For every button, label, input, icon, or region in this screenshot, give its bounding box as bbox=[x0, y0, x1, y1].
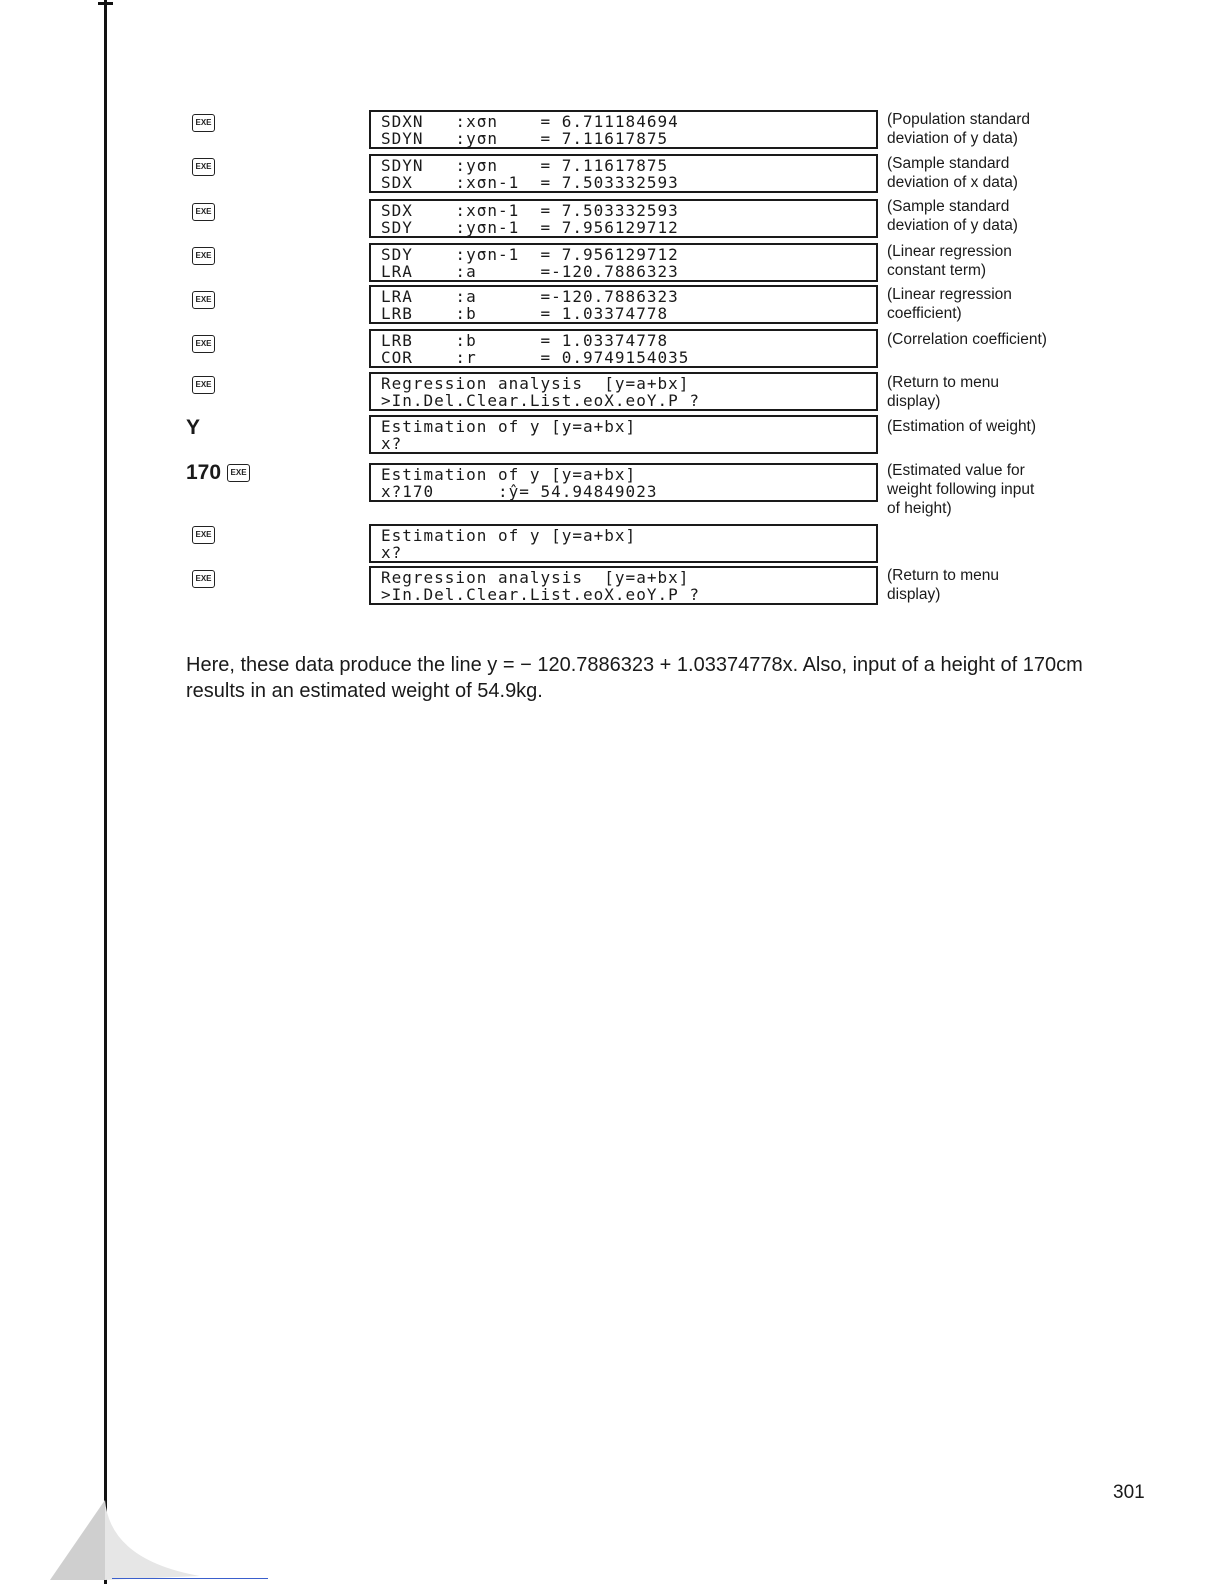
exe-key-icon[interactable]: EXE bbox=[192, 570, 215, 588]
key-cell bbox=[186, 247, 215, 265]
step-note bbox=[887, 330, 1087, 349]
note-line: (Linear regression bbox=[887, 243, 1012, 260]
note-line: of height) bbox=[887, 500, 952, 517]
note-line: deviation of y data) bbox=[887, 130, 1018, 147]
display-line: SDX :xσn-1 = 7.503332593 bbox=[381, 201, 679, 220]
calculator-display bbox=[369, 329, 878, 368]
step-note bbox=[887, 110, 1087, 148]
note-line: (Population standard bbox=[887, 111, 1031, 128]
display-line: SDXN :xσn = 6.711184694 bbox=[381, 112, 679, 131]
display-line: COR :r = 0.9749154035 bbox=[381, 348, 690, 367]
note-line: deviation of x data) bbox=[887, 174, 1018, 191]
key-cell bbox=[186, 376, 215, 394]
display-line: Estimation of y [y=a+bx] bbox=[381, 465, 637, 484]
calculator-display bbox=[369, 285, 878, 324]
display-line: LRA :a =-120.7886323 bbox=[381, 262, 679, 281]
step-note bbox=[887, 461, 1087, 518]
display-line: SDYN :yσn = 7.11617875 bbox=[381, 156, 669, 175]
note-line: deviation of y data) bbox=[887, 217, 1018, 234]
display-line: Estimation of y [y=a+bx] bbox=[381, 417, 637, 436]
step-note bbox=[887, 285, 1087, 323]
display-line: LRB :b = 1.03374778 bbox=[381, 331, 669, 350]
exe-key-icon[interactable]: EXE bbox=[192, 203, 215, 221]
bottom-rule bbox=[112, 1578, 268, 1579]
key-cell bbox=[186, 570, 215, 588]
display-line: SDY :yσn-1 = 7.956129712 bbox=[381, 245, 679, 264]
exe-key-icon[interactable]: EXE bbox=[192, 376, 215, 394]
key-cell bbox=[186, 114, 215, 132]
display-line: Estimation of y [y=a+bx] bbox=[381, 526, 637, 545]
spine-top-mark bbox=[98, 2, 113, 5]
display-line: x?_ bbox=[381, 543, 413, 562]
display-line: SDYN :yσn = 7.11617875 bbox=[381, 129, 669, 148]
exe-key-icon[interactable]: EXE bbox=[192, 114, 215, 132]
calculator-display bbox=[369, 372, 878, 411]
display-line: SDX :xσn-1 = 7.503332593 bbox=[381, 173, 679, 192]
display-line: LRB :b = 1.03374778 bbox=[381, 304, 669, 323]
key-prefix[interactable]: 170 bbox=[186, 461, 222, 484]
exe-key-icon[interactable]: EXE bbox=[227, 464, 250, 482]
key-cell bbox=[186, 416, 200, 440]
key-cell bbox=[186, 526, 215, 544]
page-spine bbox=[104, 0, 107, 1584]
display-line: >In.Del.Clear.List.eoX.eoY.P ?_ bbox=[381, 585, 711, 604]
calculator-display bbox=[369, 463, 878, 502]
note-line: (Sample standard bbox=[887, 198, 1010, 215]
note-line: coefficient) bbox=[887, 305, 962, 322]
exe-key-icon[interactable]: EXE bbox=[192, 526, 215, 544]
key-cell bbox=[186, 203, 215, 221]
display-line: Regression analysis [y=a+bx] bbox=[381, 374, 690, 393]
key-cell bbox=[186, 335, 215, 353]
calculator-display bbox=[369, 415, 878, 454]
step-note bbox=[887, 197, 1087, 235]
note-line: (Return to menu bbox=[887, 374, 999, 391]
calculator-display bbox=[369, 110, 878, 149]
note-line: (Linear regression bbox=[887, 286, 1012, 303]
step-note bbox=[887, 154, 1087, 192]
display-line: SDY :yσn-1 = 7.956129712 bbox=[381, 218, 679, 237]
explanation-paragraph: Here, these data produce the line y = − 120.7886323 + 1.03374778x. Also, input of a height of 170cm results in an estimated weight of 54.9kg. bbox=[186, 654, 1083, 702]
note-line: display) bbox=[887, 586, 941, 603]
calculator-display bbox=[369, 243, 878, 282]
exe-key-icon[interactable]: EXE bbox=[192, 335, 215, 353]
display-line: x?_ bbox=[381, 434, 413, 453]
exe-key-icon[interactable]: EXE bbox=[192, 247, 215, 265]
step-note bbox=[887, 373, 1087, 411]
display-line: LRA :a =-120.7886323 bbox=[381, 287, 679, 306]
display-line: >In.Del.Clear.List.eoX.eoY.P ?_ bbox=[381, 391, 711, 410]
step-note bbox=[887, 417, 1087, 436]
note-line: (Sample standard bbox=[887, 155, 1010, 172]
calculator-display bbox=[369, 199, 878, 238]
step-note bbox=[887, 566, 1087, 604]
key-cell bbox=[186, 461, 250, 485]
note-line: (Estimated value for bbox=[887, 462, 1025, 479]
note-line: weight following input bbox=[887, 481, 1035, 498]
note-line: (Return to menu bbox=[887, 567, 999, 584]
calculator-display bbox=[369, 524, 878, 563]
note-line: (Correlation coefficient) bbox=[887, 331, 1047, 348]
note-line: (Estimation of weight) bbox=[887, 418, 1037, 435]
calculator-display bbox=[369, 154, 878, 193]
page-curl-shadow bbox=[50, 1500, 210, 1580]
note-line: display) bbox=[887, 393, 941, 410]
note-line: constant term) bbox=[887, 262, 987, 279]
key-cell bbox=[186, 158, 215, 176]
page-number: 301 bbox=[1113, 1482, 1145, 1503]
key-cell bbox=[186, 291, 215, 309]
display-line: x?170 :ŷ= 54.94849023 bbox=[381, 482, 658, 501]
calculator-display bbox=[369, 566, 878, 605]
exe-key-icon[interactable]: EXE bbox=[192, 291, 215, 309]
display-line: Regression analysis [y=a+bx] bbox=[381, 568, 690, 587]
exe-key-icon[interactable]: EXE bbox=[192, 158, 215, 176]
key-prefix[interactable]: Y bbox=[186, 416, 201, 439]
step-note bbox=[887, 242, 1087, 280]
